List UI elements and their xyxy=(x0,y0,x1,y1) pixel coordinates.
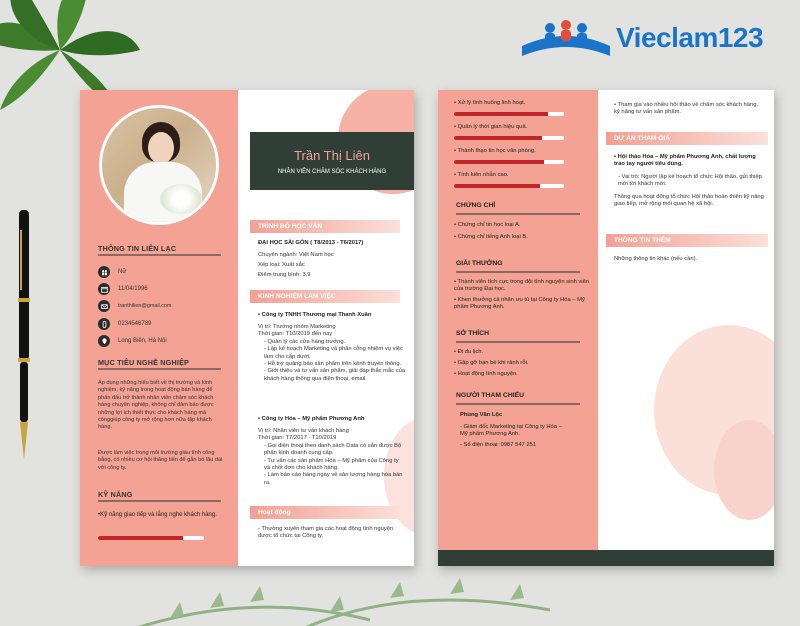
divider xyxy=(98,500,221,502)
hobby-item: • Gặp gỡ bạn bè khi rảnh rỗi. xyxy=(454,360,529,366)
certificate-item: • Chứng chỉ tin học loại A. xyxy=(454,222,521,228)
education-rank: Xếp loại: Xuất sắc xyxy=(258,262,305,268)
skill-label: Tính kiên nhẫn cao. xyxy=(457,172,509,178)
bullet-icon: • xyxy=(98,512,101,518)
skill-item: • Xử lý tình huống linh hoạt. xyxy=(454,100,526,106)
skill-label: Kỹ năng giao tiếp và lắng nghe khách hàng. xyxy=(100,512,217,518)
seminar-note: • Tham gia vào nhiều hội thảo về chăm sóc khách hàng, kỹ năng tư vấn sản phẩm. xyxy=(614,102,759,116)
skill-level-fill xyxy=(454,184,540,188)
job-title: NHÂN VIÊN CHĂM SÓC KHÁCH HÀNG xyxy=(277,168,387,175)
reference-name: Phùng Văn Lộc xyxy=(460,412,503,418)
job2-time: Thời gian: T7/2017 - T10/2019 xyxy=(258,435,337,442)
job1-duty: - Hỗ trợ quảng bảo sản phẩm trên kênh truyền thông. xyxy=(264,361,402,368)
job2-company: • Công ty Hóa – Mỹ phẩm Phương Anh xyxy=(258,416,365,422)
reference-phone: - Số điện thoại: 0987 547 251 xyxy=(460,442,537,448)
skill-label: Xử lý tình huống linh hoạt. xyxy=(457,100,526,106)
divider xyxy=(456,403,580,405)
hobby-label: Đi du lịch. xyxy=(457,349,484,355)
skills-title: KỸ NĂNG xyxy=(98,490,133,499)
job2-position: Vị trí: Nhân viên tư vấn khách hàng xyxy=(258,428,349,434)
divider xyxy=(98,368,221,370)
certificate-item: • Chứng chỉ tiếng Anh loại B. xyxy=(454,234,528,240)
skill-level-bar xyxy=(98,536,204,540)
contact-address xyxy=(98,335,233,347)
certificate-label: Chứng chỉ tiếng Anh loại B. xyxy=(457,234,528,240)
email-icon xyxy=(98,300,110,312)
calendar-icon xyxy=(98,283,110,295)
project-role: - Vai trò: Người lập kế hoạch tổ chức Hội thảo, gửi thiệp mời tới khách mời. xyxy=(618,174,762,188)
skill-level-bar xyxy=(454,184,564,188)
contact-birthday xyxy=(98,283,233,295)
job2-company-name: Công ty Hóa – Mỹ phẩm Phương Anh xyxy=(261,416,365,422)
award-label: Thành viên tích cực trong đội tình nguyện sinh viên của trường Đại học. xyxy=(454,279,590,292)
education-school: ĐẠI HỌC SÀI GÒN ( T8/2013 - T6/2017) xyxy=(258,240,364,246)
fern-leaves-decoration xyxy=(130,560,550,626)
job1-company: • Công ty TNHH Thương mại Thanh Xuân xyxy=(258,312,372,318)
decorative-circle xyxy=(714,420,774,520)
divider xyxy=(98,254,221,256)
skill-label: Thành thạo tin học văn phòng. xyxy=(457,148,536,154)
people-book-icon xyxy=(520,16,612,60)
projects-header: DỰ ÁN THAM GIA xyxy=(606,132,768,145)
job1-position: Vị trí: Trưởng nhóm Marketing xyxy=(258,324,336,330)
job1-company-name: Công ty TNHH Thương mại Thanh Xuân xyxy=(261,312,372,318)
skill-level-fill xyxy=(454,136,542,140)
logo-text: Vieclam123 xyxy=(616,22,764,53)
location-icon xyxy=(98,335,110,347)
skill-level-bar xyxy=(454,112,564,116)
reference-role: - Giám đốc Marketing tại Công ty Hóa – Mỹ phẩm Phương Anh. xyxy=(460,424,562,437)
more-info-header: THÔNG TIN THÊM xyxy=(606,234,768,247)
education-gpa: Điểm trung bình: 3,9 xyxy=(258,272,311,278)
divider xyxy=(456,271,580,273)
certificate-label: Chứng chỉ tin học loại A. xyxy=(457,222,521,228)
job2-duty: - Gọi điện thoại theo danh sách Data có sẵn được Bộ phận kinh doanh cung cấp. xyxy=(264,442,402,457)
contact-email xyxy=(98,300,233,312)
address-value: Long Biên, Hà Nội xyxy=(118,338,167,344)
skill-item: • Thành thạo tin học văn phòng. xyxy=(454,148,536,154)
objective-title: MỤC TIÊU NGHỀ NGHIỆP xyxy=(98,358,190,367)
award-item: • Khen thưởng cá nhân ưu tú tại Công ty Hóa – Mỹ phẩm Phương Anh. xyxy=(454,297,585,310)
activities-header: Hoạt động xyxy=(250,506,400,519)
award-label: Khen thưởng cá nhân ưu tú tại Công ty Hóa – Mỹ phẩm Phương Anh. xyxy=(454,297,585,310)
project-name-text: Hội thảo Hóa – Mỹ phẩm Phương Anh, chất lượng trao tay người tiêu dùng. xyxy=(614,154,756,168)
skill-item xyxy=(98,512,222,520)
gender-value: Nữ xyxy=(118,269,127,275)
skill-label: Quản lý thời gian hiệu quả. xyxy=(457,124,528,130)
phone-value[interactable]: 0234546789 xyxy=(118,321,152,327)
job1-duty: - Lập kế hoạch Marketing và phân công nhiệm vụ việc làm cho cấp dưới. xyxy=(264,346,403,360)
hobby-label: Gặp gỡ bạn bè khi rảnh rỗi. xyxy=(457,360,529,366)
certificates-title: CHỨNG CHỈ xyxy=(456,202,496,209)
job2-duty: - Tư vấn các sản phẩm Hóa – Mỹ phẩm của Công ty và chốt đơn cho khách hàng. xyxy=(264,457,399,472)
activities-text: - Thường xuyên tham gia các hoạt động tình nguyện được tổ chức tại Công ty. xyxy=(258,526,394,540)
awards-title: GIẢI THƯỞNG xyxy=(456,260,503,267)
birthday-value: 11/04/1996 xyxy=(118,286,148,292)
cv-page-2 xyxy=(438,90,774,566)
skill-item: • Quản lý thời gian hiệu quả. xyxy=(454,124,528,130)
name-header xyxy=(250,132,414,190)
experience-header: KINH NGHIỆM LÀM VIỆC xyxy=(250,290,400,303)
gender-icon xyxy=(98,266,110,278)
phone-icon xyxy=(98,318,110,330)
cv-page-1 xyxy=(80,90,414,566)
candidate-name: Trần Thị Liên xyxy=(294,147,370,163)
skill-level-fill xyxy=(454,112,548,116)
objective-paragraph-1: Áp dụng những hiểu biết về thị trường và kinh nghiệm, kỹ năng trong hoạt động bán hàng để phấn đấu trở thành nhân viên chăm sóc khách hàng chuyên nghiệp, không chỉ đảm bảo được những lợi ích thiết thực cho khách hàng mà cònggiúp công ty mở rộng hơn nữa tập khách hàng. xyxy=(98,380,214,431)
job2-details xyxy=(258,428,406,487)
hobbies-title: SỞ THÍCH xyxy=(456,330,489,337)
more-info-text: Những thông tin khác (nếu cần). xyxy=(614,256,698,262)
seminar-note-text: Tham gia vào nhiều hội thảo về chăm sóc khách hàng, kỹ năng tư vấn sản phẩm. xyxy=(614,102,759,116)
hobby-item: • Hoạt động tình nguyện. xyxy=(454,371,518,377)
divider xyxy=(456,341,580,343)
job2-duty: - Làm báo cáo hàng ngày về sản lượng hàng hóa bán ra. xyxy=(264,472,403,486)
objective-paragraph-2: Được làm việc trong môi trường giàu tính công bằng, có nhiều cơ hội thăng tiến để gắn bó lâu dài với công ty. xyxy=(98,450,223,471)
project-name: • Hội thảo Hóa – Mỹ phẩm Phương Anh, chất lượng trao tay người tiêu dùng. xyxy=(614,154,756,168)
job1-duty: - Giới thiệu và tư vấn sản phẩm, giải đáp thắc mắc của khách hàng thông qua điện thoại, email. xyxy=(264,368,406,382)
contact-gender xyxy=(98,266,233,278)
hobby-item: • Đi du lịch. xyxy=(454,349,484,355)
footer-band xyxy=(438,550,774,566)
job1-time: Thời gian: T10/2019 đến nay xyxy=(258,331,333,338)
education-header: TRÌNH ĐỘ HỌC VẤN xyxy=(250,220,400,233)
left-column xyxy=(438,90,598,550)
divider xyxy=(456,213,580,215)
skill-item: • Tính kiên nhẫn cao. xyxy=(454,172,509,178)
education-major: Chuyên ngành: Việt Nam học xyxy=(258,252,334,258)
job1-details xyxy=(258,324,406,383)
contact-title: THÔNG TIN LIÊN LẠC xyxy=(98,244,177,253)
profile-photo xyxy=(99,105,219,225)
hobby-label: Hoạt động tình nguyện. xyxy=(457,371,518,377)
job1-duty: - Quản lý các cửa hàng trưởng. xyxy=(264,338,346,345)
skill-level-bar xyxy=(454,136,564,140)
skill-level-fill xyxy=(454,160,544,164)
skill-level-bar xyxy=(454,160,564,164)
project-description: Thông qua hoạt động tổ chức Hội thảo hoàn thiện kỹ năng giao tiếp, mở rộng mối quan hệ xã hội. xyxy=(614,194,764,208)
fountain-pen-decoration xyxy=(16,210,32,460)
vieclam123-logo[interactable] xyxy=(520,12,763,64)
contact-phone xyxy=(98,318,233,330)
reference-title: NGƯỜI THAM CHIẾU xyxy=(456,392,525,399)
award-item: • Thành viên tích cực trong đội tình nguyện sinh viên của trường Đại học. xyxy=(454,279,590,292)
email-value[interactable]: tranthilien@gmail.com xyxy=(118,303,172,309)
skill-level-fill xyxy=(98,536,183,540)
